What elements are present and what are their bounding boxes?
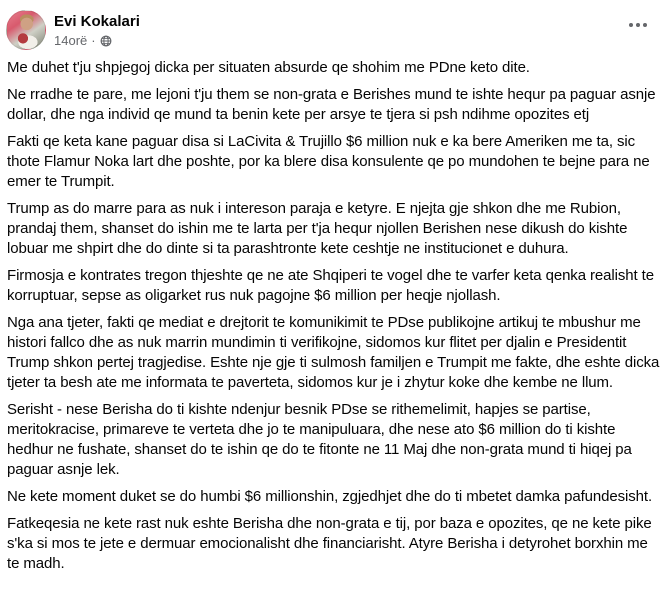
globe-icon [100,35,112,47]
post-paragraph: Me duhet t'ju shpjegoj dicka per situaten absurde qe shohim me PDne keto dite. [7,59,530,76]
post-paragraph: Firmosja e kontrates tregon thjeshte qe ne ate Shqiperi te vogel dhe te varfer keta qenka realisht te korruptuar, sepse as oligarket rus nuk pagojne $6 million per heqje njollash. [7,267,659,304]
post-paragraph: Fatkeqesia ne kete rast nuk eshte Berisha dhe non-grata e tij, por baza e opozites, qe ne kete pike s'ka si mos te jete e dermuar emocionalisht dhe financiarisht. Atyre Berisha i detyrohet borxhin me te madh. [7,515,656,572]
timestamp[interactable]: 14orë [54,33,88,48]
post-paragraph: Fakti qe keta kane paguar disa si LaCivita & Trujillo $6 million nuk e ka bere Ameriken me ta, sic thote Flamur Noka lart dhe poshte, por ka blere disa konsulente qe po mundohen te bejne para ne emer te Trumpit. [7,133,654,190]
post-header-info [54,10,623,49]
post-paragraph: Trump as do marre para as nuk i intereson paraja e ketyre. E njejta gje shkon dhe me Rubion, prandaj them, shanset do ishin me te larta per t'ja hequr njollen Berishen nese dikush do kishte lobuar me shpirt dhe do dinte si ta parashtronte kete ceshtje ne institucionet e duhura. [7,200,632,257]
post-paragraph: Ne kete moment duket se do humbi $6 millionshin, zgjedhjet dhe do ti mbetet damka pafundesisht. [7,488,653,505]
post-paragraph: Ne rradhe te pare, me lejoni t'ju them se non-grata e Berishes mund te ishte hequr pa paguar asnje dollar, dhe nga individ qe mund ta benin kete per arsye te tjera si psh ndihme opozites etj [7,86,660,123]
three-dots-icon [627,18,649,32]
avatar[interactable] [6,10,46,50]
post-paragraph: Nga ana tjeter, fakti qe mediat e drejtorit te komunikimit te PDse publikojne artikuj te mbushur me histori fallco dhe as nuk marrin mundimin ti verifikojne, sidomos kur flitet per djalin e Presidentit Trump shkon pertej tragjedise. Eshte nje gje ti sulmosh familjen e Trumpit me fakte, dhe eshte dicka tjeter ta besh ate me informata te paverteta, sidomos kur je i zhytur koke dhe kembe ne llum. [7,314,664,391]
meta-separator: · [91,33,96,48]
post-meta [54,32,623,49]
post-body [0,50,669,574]
more-options-button[interactable] [623,10,653,40]
post-paragraph: Serisht - nese Berisha do ti kishte ndenjur besnik PDse se rithemelimit, hapjes se partise, meritokracise, primareve te verteta dhe jo te manipuluara, dhe nese ato $6 million do ti kishte hedhur ne fushate, shanset do te ishin qe do te fitonte ne 11 Maj dhe non-grata mund ti hiqej pa paguar asnje lek. [7,401,636,478]
post-header [0,0,669,50]
author-name[interactable]: Evi Kokalari [54,13,140,30]
